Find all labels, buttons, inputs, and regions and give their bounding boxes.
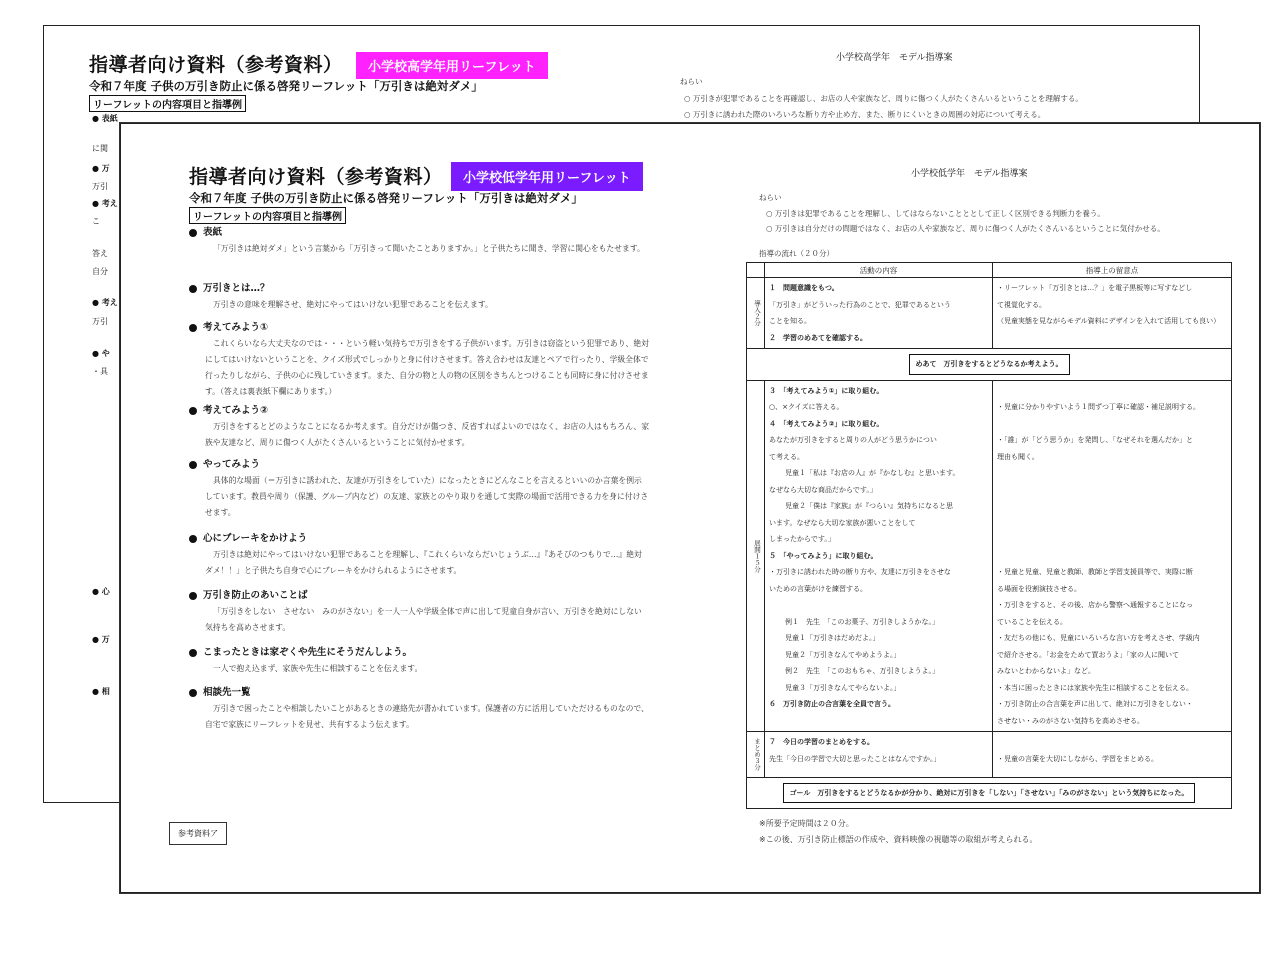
phase-cell: 展開１５分 bbox=[747, 380, 765, 732]
note-line bbox=[997, 498, 1227, 515]
section-heading bbox=[189, 684, 649, 698]
notes-cell bbox=[993, 278, 1232, 349]
table-header-row bbox=[747, 263, 1232, 278]
activity-line: ４ 「考えてみよう②」に取り組む。 bbox=[769, 419, 884, 428]
activity-line: 例１ 先生 「このお菓子、万引きしようかな。」 bbox=[785, 617, 939, 626]
activity-line: ・万引きに誘われた時の断り方や、友達に万引きをさせな bbox=[769, 568, 951, 576]
bullet-icon bbox=[189, 689, 197, 697]
goal-cell bbox=[747, 777, 1232, 809]
note-line: で紹介させる。「お金をためて買おうよ」「家の人に聞いて bbox=[997, 650, 1179, 659]
activity-line bbox=[769, 597, 988, 614]
section-body: これくらいなら大丈夫なのでは・・・という軽い気持ちで万引きをする子供がいます。万引きは窃盗という犯罪であり、絶対にしてはいけないということを、クイズ形式でしっかりと身に付けさせます。答え合わせは友達とペアで行ったり、学級全体で行ったりしながら、子供の心に残していきます。また、自分の物と人の物の区別をきちんとつけることも同時に身に付けさせます。（答えは裏表紙下欄にあります。） bbox=[205, 339, 649, 396]
front-plan-title: 小学校低学年 モデル指導案 bbox=[911, 169, 1028, 179]
note-line: ・児童と児童、児童と教師、教師と学習支援員等で、実際に断 bbox=[997, 568, 1193, 576]
section-heading bbox=[189, 530, 649, 544]
bullet-icon bbox=[189, 324, 197, 332]
activity-line: て考える。 bbox=[769, 452, 804, 461]
back-marker: 万引 bbox=[92, 317, 108, 326]
back-plan-title: 小学校高学年 モデル指導案 bbox=[836, 53, 953, 63]
section-heading-text: 心にブレーキをかけよう bbox=[203, 533, 308, 544]
back-marker: こ bbox=[92, 217, 100, 226]
section-what-is bbox=[189, 280, 649, 313]
back-title: 指導者向け資料（参考資料） bbox=[89, 54, 343, 76]
table-header-activity: 活動の内容 bbox=[765, 263, 993, 278]
note-line bbox=[997, 548, 1227, 565]
flow-label: 指導の流れ（２０分） bbox=[759, 249, 834, 258]
note-line: ・リーフレット「万引きとは…？」を電子黒板等に写すなどし bbox=[997, 284, 1193, 292]
note-line: る場面を役割演技させる。 bbox=[997, 584, 1081, 593]
section-body: 具体的な場面（＝万引きに誘われた、友達が万引きをしていた）になったときにどんなことを言えるといいのか言葉を例示しています。教員や周り（保護、グループ内など）の友達、家族とのやり取りを通して実際の場面で活用できる力を身に付けさせます。 bbox=[205, 476, 649, 517]
section-body: 万引きをするとどのようなことになるか考えます。自分だけが傷つき、反省すればよいのではなく、お店の人はもちろん、家族や友達など、周りに傷つく人がたくさんいるということに気付かせます。 bbox=[205, 422, 649, 447]
activity-line: ２ 学習のめあてを確認する。 bbox=[769, 333, 867, 342]
back-marker: ● 心 bbox=[92, 587, 110, 596]
activity-line: ことを知る。 bbox=[769, 317, 811, 325]
bullet-icon bbox=[189, 407, 197, 415]
section-consult bbox=[189, 644, 649, 677]
activity-line: います。なぜなら大切な家族が悪いことをして bbox=[769, 518, 916, 527]
section-think-1 bbox=[189, 319, 649, 400]
table-row bbox=[747, 380, 1232, 732]
notes-cell bbox=[993, 732, 1232, 778]
back-subtitle: 令和７年度 子供の万引き防止に係る啓発リーフレット「万引きは絶対ダメ」 bbox=[89, 79, 483, 93]
activity-line: 児童２「万引きなんてやめようよ。」 bbox=[785, 650, 901, 659]
back-aim-1: ○ 万引きが犯罪であることを再確認し、お店の人や家族など、周りに傷つく人がたくさんいるということを理解する。 bbox=[684, 94, 1083, 103]
footnote-2: ※この後、万引き防止標語の作成や、資料映像の視聴等の取組が考えられる。 bbox=[759, 835, 1038, 844]
activity-line: ５ 「やってみよう」に取り組む。 bbox=[769, 551, 878, 560]
back-marker: 答え bbox=[92, 249, 108, 258]
note-line: ていることを伝える。 bbox=[997, 617, 1067, 626]
activity-line: 児童３「万引きなんてやらないよ。」 bbox=[785, 683, 901, 692]
goal-cell bbox=[747, 349, 1232, 381]
section-heading-text: やってみよう bbox=[203, 459, 261, 470]
activity-line: ７ 今日の学習のまとめをする。 bbox=[769, 738, 874, 746]
note-line bbox=[997, 531, 1227, 548]
bullet-icon bbox=[189, 285, 197, 293]
front-aim-1: ○ 万引きは犯罪であることを理解し、してはならないことととして正しく区別できる判断力を養う。 bbox=[766, 209, 1105, 218]
activity-line: あなたが万引きをすると周りの人がどう思うかについ bbox=[769, 436, 937, 444]
bullet-icon bbox=[189, 535, 197, 543]
note-line: させない・みのがさない気持ちを高めさせる。 bbox=[997, 716, 1144, 725]
note-line bbox=[997, 482, 1227, 499]
section-password bbox=[189, 587, 649, 636]
notes-cell bbox=[993, 380, 1232, 732]
note-line: ・児童に分かりやすいよう１問ずつ丁寧に確認・補足説明する。 bbox=[997, 403, 1200, 411]
lesson-aim-box: めあて 万引きをするとどうなるか考えよう。 bbox=[909, 354, 1070, 375]
section-try bbox=[189, 456, 649, 521]
activity-line: しまったからです。」 bbox=[769, 535, 835, 543]
phase-cell: 導入２分 bbox=[747, 278, 765, 349]
section-heading-text: こまったときは家ぞくや先生にそうだんしよう。 bbox=[203, 647, 413, 658]
section-heading-text: 考えてみよう① bbox=[203, 322, 269, 333]
section-heading bbox=[189, 224, 649, 238]
note-line: ・本当に困ったときには家族や先生に相談することを伝える。 bbox=[997, 683, 1193, 692]
bullet-icon bbox=[189, 649, 197, 657]
note-line: ・万引き防止の合言葉を声に出して、絶対に万引きをしない・ bbox=[997, 700, 1193, 708]
section-heading bbox=[189, 319, 649, 333]
activity-line: 児童１「私は『お店の人』が『かなしむ』と思います。 bbox=[785, 469, 960, 477]
note-line: ・友だちの他にも、児童にいろいろな言い方を考えさせ、学級内 bbox=[997, 634, 1200, 642]
reference-label: 参考資料ア bbox=[169, 822, 227, 845]
footnote-1: ※所要予定時間は２０分。 bbox=[759, 819, 854, 828]
section-heading-text: 表紙 bbox=[203, 227, 223, 238]
front-aim-2: ○ 万引きは自分だけの問題ではなく、お店の人や家族など、周りに傷つく人がたくさんいるということに気付かせる。 bbox=[766, 224, 1165, 233]
note-line: みないとわからないよ」など。 bbox=[997, 667, 1095, 675]
back-marker: ● 万 bbox=[92, 635, 110, 644]
activity-line: 児童１「万引きはだめだよ。」 bbox=[785, 634, 880, 642]
section-body: 万引きは絶対にやってはいけない犯罪であることを理解し、『これくらいならだいじょうぶ…』『あそびのつもりで…』絶対ダメ！！」と子供たち自身で心にブレーキをかけられるようにさせます。 bbox=[205, 550, 642, 575]
note-line: （児童実態を見ながらモデル資料にデザインを入れて活用しても良い） bbox=[997, 317, 1221, 325]
back-marker: ● や bbox=[92, 349, 110, 358]
section-heading-text: 万引きとは…？ bbox=[203, 283, 270, 294]
back-marker: ● 表紙 bbox=[92, 114, 118, 123]
back-marker: ● 相 bbox=[92, 687, 110, 696]
activity-cell bbox=[765, 278, 993, 349]
activity-cell bbox=[765, 732, 993, 778]
back-marker: ● 考え bbox=[92, 298, 118, 307]
back-marker: 自分 bbox=[92, 267, 108, 276]
back-marker: ● 万 bbox=[92, 164, 110, 173]
front-box-label: リーフレットの内容項目と指導例 bbox=[189, 207, 346, 224]
section-heading bbox=[189, 456, 649, 470]
activity-line: 「万引き」がどういった行為のことで、犯罪であるという bbox=[769, 300, 951, 309]
bullet-icon bbox=[189, 461, 197, 469]
table-row bbox=[747, 732, 1232, 778]
section-heading bbox=[189, 280, 649, 294]
back-aim-2: ○ 万引きに誘われた際のいろいろな断り方や止め方、また、断りにくいときの周囲の対応について考える。 bbox=[684, 110, 1046, 119]
note-line bbox=[997, 734, 1227, 751]
section-think-2 bbox=[189, 402, 649, 451]
activity-line: なぜなら大切な商品だからです。」 bbox=[769, 485, 877, 494]
note-line bbox=[997, 515, 1227, 532]
activity-line: 例２ 先生 「このおもちゃ、万引きしようよ。」 bbox=[785, 667, 939, 675]
back-grade-badge: 小学校高学年用リーフレット bbox=[356, 52, 548, 79]
front-aim-label: ねらい bbox=[759, 193, 782, 202]
back-aim-label: ねらい bbox=[680, 77, 703, 86]
note-line bbox=[997, 465, 1227, 482]
section-body: 「万引きをしない させない みのがさない」を一人一人や学級全体で声に出して児童自身が言い、万引きを絶対にしない気持ちを高めさせます。 bbox=[205, 607, 642, 632]
note-line bbox=[997, 416, 1227, 433]
table-header-phase bbox=[747, 263, 765, 278]
activity-line: 児童２「僕は『家族』が『つらい』気持ちになると思 bbox=[785, 502, 953, 510]
bullet-icon bbox=[189, 229, 197, 237]
lesson-plan-table bbox=[746, 262, 1232, 809]
section-body: 万引きで困ったことや相談したいことがあるときの連絡先が書かれています。保護者の方に活用していただけるものなので、自宅で家族にリーフレットを見せ、共有するよう伝えます。 bbox=[205, 704, 649, 729]
table-row bbox=[747, 278, 1232, 349]
back-marker: 万引 bbox=[92, 182, 108, 191]
note-line: 理由も聞く。 bbox=[997, 452, 1039, 461]
back-marker: ・具 bbox=[92, 367, 108, 376]
activity-line: ○、×クイズに答える。 bbox=[769, 403, 844, 411]
front-title: 指導者向け資料（参考資料） bbox=[189, 166, 443, 188]
section-heading-text: 相談先一覧 bbox=[203, 687, 251, 698]
activity-line: １ 問題意識をもつ。 bbox=[769, 284, 839, 292]
activity-line: いための言葉がけを練習する。 bbox=[769, 584, 867, 593]
goal-row bbox=[747, 349, 1232, 381]
back-marker: ● 考え bbox=[92, 199, 118, 208]
back-marker: に関 bbox=[92, 144, 108, 153]
section-heading-text: 考えてみよう② bbox=[203, 405, 269, 416]
note-line: て視覚化する。 bbox=[997, 300, 1046, 309]
table-header-notes: 指導上の留意点 bbox=[993, 263, 1232, 278]
section-body: 「万引きは絶対ダメ」という言葉から「万引きって聞いたことありますか。」と子供たちに聞き、学習に関心をもたせます。 bbox=[213, 244, 645, 253]
section-body: 一人で抱え込まず、家族や先生に相談することを伝えます。 bbox=[213, 664, 423, 673]
front-grade-badge: 小学校低学年用リーフレット bbox=[451, 162, 643, 191]
front-document-sheet bbox=[120, 123, 1260, 893]
section-heading-text: 万引き防止のあいことば bbox=[203, 590, 308, 601]
section-heading bbox=[189, 644, 649, 658]
note-line: ・児童の言葉を大切にしながら、学習をまとめる。 bbox=[997, 754, 1158, 763]
note-line: ・「誰」が「どう思うか」を発問し、「なぜそれを選んだか」と bbox=[997, 436, 1193, 444]
phase-cell: まとめ３分 bbox=[747, 732, 765, 778]
section-body: 万引きの意味を理解させ、絶対にやってはいけない犯罪であることを伝えます。 bbox=[213, 300, 493, 309]
section-cover bbox=[189, 224, 649, 257]
activity-cell bbox=[765, 380, 993, 732]
lesson-goal-box: ゴール 万引きをするとどうなるかが分かり、絶対に万引きを「しない」「させない」「みのがさない」という気持ちになった。 bbox=[783, 783, 1196, 804]
activity-line: ３ 「考えてみよう①」に取り組む。 bbox=[769, 386, 884, 395]
section-heading bbox=[189, 587, 649, 601]
activity-line: 先生「今日の学習で大切と思ったことはなんですか。」 bbox=[769, 754, 941, 763]
goal-row bbox=[747, 777, 1232, 809]
note-line: ・万引きをすると、その後、店から警察へ通報することになっ bbox=[997, 601, 1193, 609]
back-box-label: リーフレットの内容項目と指導例 bbox=[89, 95, 246, 112]
bullet-icon bbox=[189, 592, 197, 600]
activity-line: ６ 万引き防止の合言葉を全員で言う。 bbox=[769, 700, 895, 708]
note-line bbox=[997, 383, 1227, 400]
section-heading bbox=[189, 402, 649, 416]
section-contacts bbox=[189, 684, 649, 733]
front-subtitle: 令和７年度 子供の万引き防止に係る啓発リーフレット「万引きは絶対ダメ」 bbox=[189, 191, 583, 205]
section-brake bbox=[189, 530, 649, 579]
